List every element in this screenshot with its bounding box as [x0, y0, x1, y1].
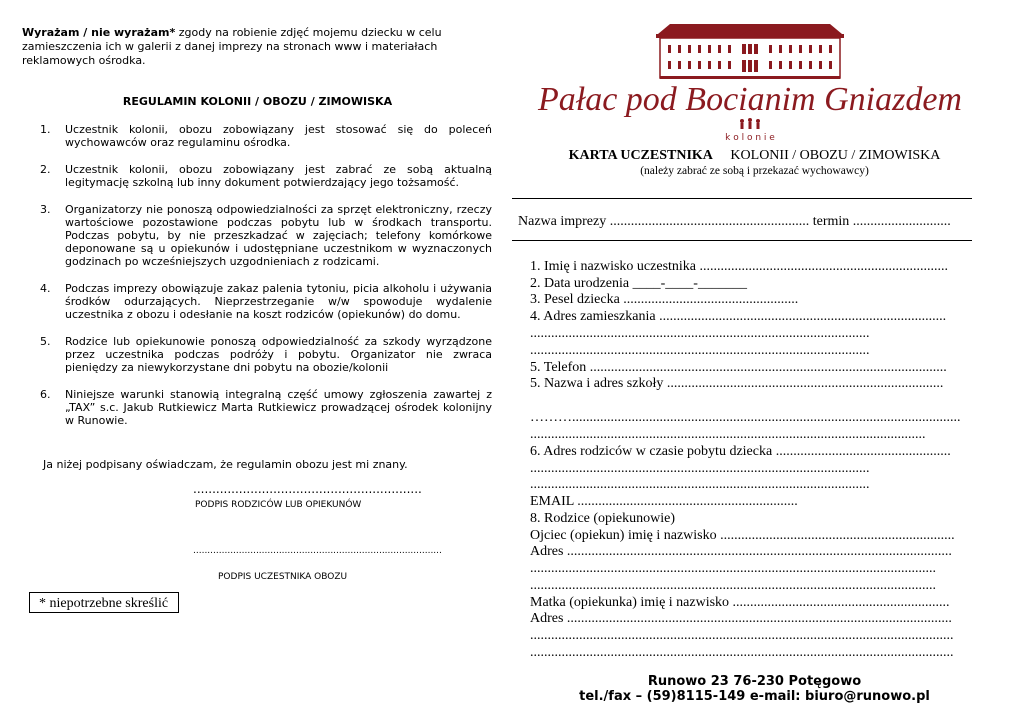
- pesel-field[interactable]: 3. Pesel dziecka ..................................................: [530, 292, 799, 307]
- regulation-item: [40, 123, 492, 149]
- participant-name-field[interactable]: 1. Imię i nazwisko uczestnika .......................................................................: [530, 259, 949, 274]
- email-field[interactable]: EMAIL ...............................................................: [530, 494, 798, 509]
- mother-address-line[interactable]: .........................................................................................................................: [530, 628, 954, 643]
- father-name-field[interactable]: Ojciec (opiekun) imię i nazwisko ...................................................................: [530, 528, 955, 543]
- regulation-item: [40, 203, 492, 268]
- regulation-text: Podczas imprezy obowiązuje zakaz palenia tytoniu, picia alkoholu i używania środków odurzających. Nieprzestrzeganie w/w spowoduje wydalenie uczestnika z obozu i odesłanie na koszt rodziców (opiekunów) do domu.: [65, 282, 492, 321]
- event-name-field[interactable]: Nazwa imprezy ......................................................... termin ............................: [518, 214, 951, 229]
- divider: [512, 240, 972, 241]
- card-title-bold: KARTA UCZESTNIKA: [568, 148, 713, 163]
- regulation-text: Uczestnik kolonii, obozu zobowiązany jest stosować się do poleceń wychowawców oraz regulaminu ośrodka.: [65, 123, 492, 149]
- footer-contact: tel./fax – (59)8115-149 e-mail: biuro@runowo.pl: [579, 689, 930, 704]
- consent-choice: Wyrażam / nie wyrażam*: [22, 26, 176, 39]
- regulation-item: [40, 163, 492, 189]
- phone-field[interactable]: 5. Telefon ......................................................................................................: [530, 360, 947, 375]
- parents-address-line[interactable]: .................................................................................................: [530, 477, 870, 492]
- children-icon: [740, 118, 760, 129]
- strike-note-box: [29, 592, 179, 613]
- card-title-rest: KOLONII / OBOZU / ZIMOWISKA: [712, 148, 941, 163]
- palace-building-icon: [656, 24, 844, 79]
- father-address-line[interactable]: ....................................................................................................................: [530, 561, 936, 576]
- parents-address-line[interactable]: .................................................................................................: [530, 461, 870, 476]
- logo-sub: k o l o n i e: [725, 133, 775, 143]
- consent-text: zgody na robienie zdjęć mojemu dziecku w celu zamieszczenia ich w galerii z danej imprezy na stronach www i materiałach reklamowych ośrodka.: [22, 26, 442, 67]
- school-field-line[interactable]: .................................................................................................................: [530, 427, 926, 442]
- participant-signature-line[interactable]: .......................................................................................: [193, 546, 442, 556]
- regulation-number: 6.: [40, 388, 51, 401]
- address-field[interactable]: 4. Adres zamieszkania ..................................................................................: [530, 309, 947, 324]
- mother-address-field[interactable]: Adres ..............................................................................................................: [530, 611, 952, 626]
- father-address-field[interactable]: Adres ..............................................................................................................: [530, 544, 952, 559]
- card-title: [512, 148, 997, 164]
- mother-address-line[interactable]: .........................................................................................................................: [530, 645, 954, 660]
- palace-logo: [530, 18, 970, 146]
- parents-heading: 8. Rodzice (opiekunowie): [530, 511, 676, 526]
- address-field-line[interactable]: .................................................................................................: [530, 326, 870, 341]
- regulation-text: Uczestnik kolonii, obozu zobowiązany jest zabrać ze sobą aktualną legitymację szkolną lub inny dokument potwierdzający jego tożsamość.: [65, 163, 492, 189]
- regulation-text: Organizatorzy nie ponoszą odpowiedzialności za sprzęt elektroniczny, rzeczy wartościowe pozostawione podczas pobytu lub w środkach transportu. Podczas pobytu, by nie przeszkadzać w zajęciach; telefony komórkowe deponowane są u opiekunów i udostępniane uczestnikom w wyznaczonych godzinach po wcześniejszych uzgodnieniach z rodzicami.: [65, 203, 492, 268]
- logo-name: Pałac pod Bocianim Gniazdem: [538, 81, 962, 118]
- strike-note: * niepotrzebne skreślić: [39, 596, 169, 611]
- regulation-number: 5.: [40, 335, 51, 348]
- father-address-line[interactable]: ....................................................................................................................: [530, 578, 936, 593]
- regulations-title: REGULAMIN KOLONII / OBOZU / ZIMOWISKA: [122, 95, 393, 108]
- regulation-number: 2.: [40, 163, 51, 176]
- parent-signature-line[interactable]: ............................................................: [193, 482, 422, 496]
- parents-address-field[interactable]: 6. Adres rodziców w czasie pobytu dziecka ..................................................: [530, 444, 951, 459]
- divider: [512, 198, 972, 199]
- regulation-number: 3.: [40, 203, 51, 216]
- regulation-number: 4.: [40, 282, 51, 295]
- regulation-text: Niniejsze warunki stanowią integralną część umowy zgłoszenia zawartej z „TAX” s.c. Jakub Rutkiewicz Marta Rutkiewicz prowadzącej ośrodek kolonijny w Runowie.: [65, 388, 492, 427]
- regulation-text: Rodzice lub opiekunowie ponoszą odpowiedzialność za szkody wyrządzone przez uczestnika podczas podróży i pobytu. Organizator nie zwraca pieniędzy za niewykorzystane dni pobytu na obozie/kolonii: [65, 335, 492, 374]
- mother-name-field[interactable]: Matka (opiekunka) imię i nazwisko ..............................................................: [530, 595, 950, 610]
- regulation-item: [40, 388, 492, 427]
- regulation-item: [40, 335, 492, 374]
- birth-date-field[interactable]: 2. Data urodzenia ____-____-_______: [530, 276, 747, 291]
- card-subtitle: (należy zabrać ze sobą i przekazać wychowawcy): [640, 165, 869, 177]
- footer-address: Runowo 23 76-230 Potęgowo: [647, 674, 862, 689]
- regulation-item: [40, 282, 492, 321]
- school-field[interactable]: 5. Nazwa i adres szkoły ...............................................................................: [530, 376, 944, 391]
- participant-signature-label: PODPIS UCZESTNIKA OBOZU: [218, 572, 348, 582]
- photo-consent: [22, 26, 480, 68]
- parent-signature-label: PODPIS RODZICÓW LUB OPIEKUNÓW: [195, 500, 362, 510]
- address-field-line[interactable]: .................................................................................................: [530, 343, 870, 358]
- school-field-line[interactable]: ………...............................................................................................................: [530, 410, 961, 425]
- regulations-list: [40, 123, 492, 440]
- declaration-text: Ja niżej podpisany oświadczam, że regulamin obozu jest mi znany.: [43, 458, 408, 471]
- regulation-number: 1.: [40, 123, 51, 136]
